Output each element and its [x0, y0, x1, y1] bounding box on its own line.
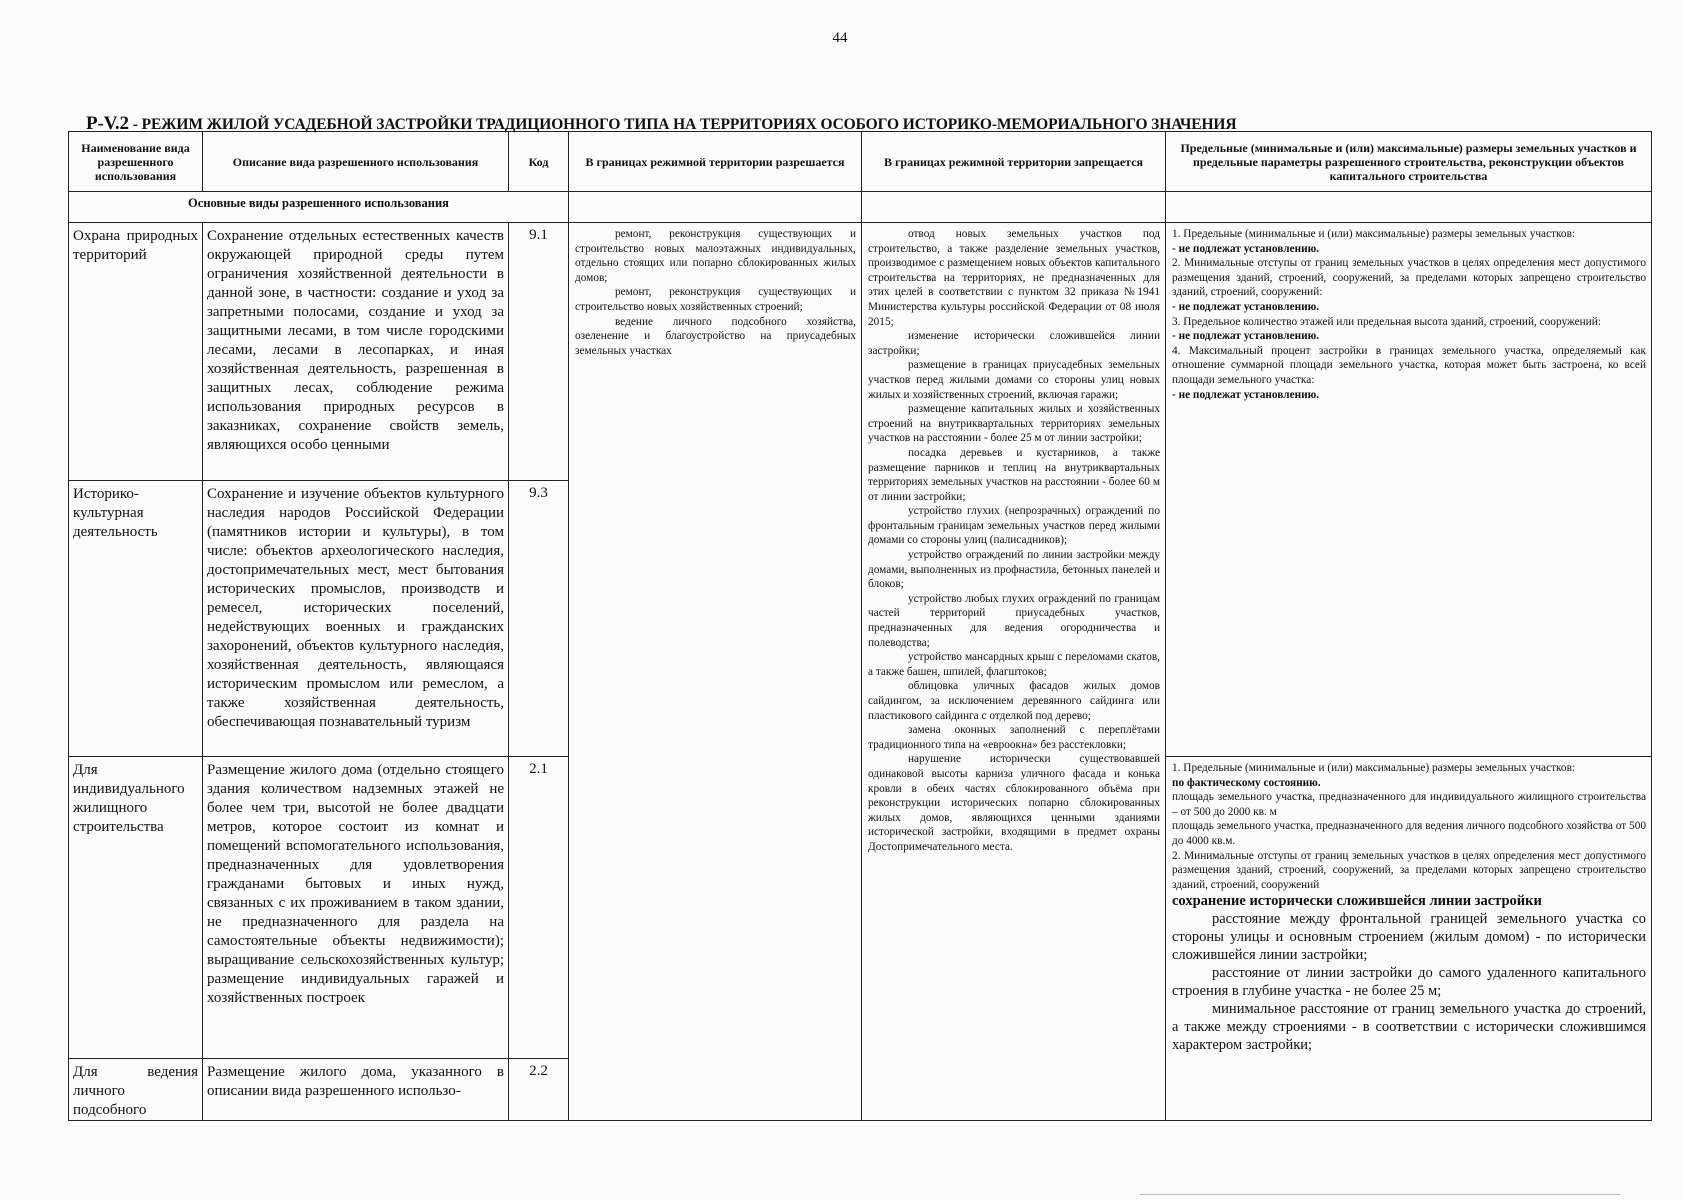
row-code: 9.3 [509, 481, 569, 757]
allowed-item: ремонт, реконструкция существующих и строительство новых хозяйственных строений; [575, 286, 856, 313]
limits-item: площадь земельного участка, предназначенного для ведения личного подсобного хозяйства от 500 до 4000 кв.м. [1172, 820, 1646, 847]
forbidden-item: устройство глухих (непрозрачных) ограждений по фронтальным границам земельных участков перед жилыми домами со стороны улиц (палисадников); [868, 505, 1160, 547]
limits-item: расстояние между фронтальной границей земельного участка со стороны улицы и основным строением (жилым домом) - по исторически сложившейся линии застройки; [1172, 911, 1646, 964]
limits-item: 1. Предельные (минимальные и (или) максимальные) размеры земельных участков: [1172, 228, 1576, 240]
limits-item: - не подлежат установлению. [1172, 300, 1320, 313]
header-name: Наименование вида разрешенного использования [69, 132, 203, 192]
header-limits: Предельные (минимальные и (или) максимальные) размеры земельных участков и предельные параметры разрешенного строительства, реконструкции объектов капитального строительства [1166, 132, 1652, 192]
forbidden-item: размещение капитальных жилых и хозяйственных строений на внутриквартальных территориях земельных участков на расстоянии - более 25 м от линии застройки; [868, 403, 1160, 445]
regulations-table [68, 131, 1652, 1121]
limits-upper-cell [1166, 223, 1652, 757]
row-name: Для индивидуального жилищного строительства [69, 757, 203, 1059]
limits-item: - не подлежат установлению. [1172, 242, 1320, 255]
limits-item: 2. Минимальные отступы от границ земельных участков в целях определения мест допустимого размещения зданий, строений, сооружений, за пределами которых запрещено строительство зданий, строений, сооружений [1172, 849, 1646, 891]
forbidden-item: устройство любых глухих ограждений по границам частей территорий приусадебных участков, предназначенных для ведения огородничества и полеводства; [868, 592, 1160, 649]
limits-item: - не подлежат установлению. [1172, 330, 1320, 343]
row-code: 9.1 [509, 223, 569, 481]
forbidden-item: замена оконных заполнений с переплётами традиционного типа на «евроокна» без расстекловки; [868, 724, 1160, 751]
row-name: Охрана природных территорий [69, 223, 203, 481]
limits-item: 4. Максимальный процент застройки в границах земельного участка, определяемый как отношение суммарной площади земельного участка, которая может быть застроена, ко всей площади земельного участка: [1172, 344, 1646, 386]
section-label: Основные виды разрешенного использования [69, 192, 569, 223]
header-description: Описание вида разрешенного использования [203, 132, 509, 192]
title-code: Р-V.2 [86, 113, 129, 134]
section-empty-allowed [569, 192, 862, 223]
header-code: Код [509, 132, 569, 192]
section-row [69, 192, 1652, 223]
row-name: Историко-культурная деятельность [69, 481, 203, 757]
header-forbidden: В границах режимной территории запрещается [862, 132, 1166, 192]
page-number: 44 [832, 30, 848, 46]
forbidden-item: устройство ограждений по линии застройки между домами, выполненных из профнастила, бетонных панелей и блоков; [868, 549, 1160, 591]
header-row [69, 132, 1652, 192]
allowed-cell [569, 223, 862, 1121]
row-description: Сохранение отдельных естественных качеств окружающей природной среды путем ограничения хозяйственной деятельности в данной зоне, в частности: создание и уход за запретными полосами, создание и уход за защитными лесами, в том числе городскими лесами, лесами в лесопарках, и иная хозяйственная деятельность, разрешенная в защитных лесах, соблюдение режима использования природных ресурсов в заказниках, сохранение свойств земель, являющихся особо ценными [203, 223, 509, 481]
row-description: Сохранение и изучение объектов культурного наследия народов Российской Федерации (памятников истории и культуры), в том числе: объектов археологического наследия, достопримечательных мест, мест бытования исторических промыслов, производств и ремесел, исторических поселений, недействующих военных и гражданских захоронений, объектов культурного наследия, хозяйственная деятельность, являющаяся историческим промыслом или ремеслом, а также хозяйственная деятельность, обеспечивающая познавательный туризм [203, 481, 509, 757]
limits-item: минимальное расстояние от границ земельного участка до строений, а также между строениями - в соответствии с исторически сложившимся характером застройки; [1172, 1001, 1646, 1054]
forbidden-item: размещение в границах приусадебных земельных участков перед жилыми домами со стороны улиц новых жилых и хозяйственных строений, включая гаражи; [868, 359, 1160, 401]
forbidden-item: отвод новых земельных участков под строительство, а также разделение земельных участков, производимое с размещением новых объектов капитального строительства на территориях, не предназначенных для этих целей в соответствии с пунктом 32 приказа №1941 Министерства культуры российской Федерации от 08 июля 2015; [868, 228, 1160, 328]
forbidden-item: нарушение исторически существовавшей одинаковой высоты карниза уличного фасада и конька кровли в обеих частях сблокированного объёма при реконструкции исторических попарно сблокированных жилых домов, являющихся ценными зданиями исторической застройки, входящими в предмет охраны Достопримечательного места. [868, 753, 1160, 853]
limits-item: по фактическому состоянию. [1172, 776, 1321, 789]
section-empty-limits [1166, 192, 1652, 223]
forbidden-item: изменение исторически сложившейся линии застройки; [868, 330, 1160, 357]
allowed-item: ведение личного подсобного хозяйства, озеленение и благоустройство на приусадебных земельных участках [575, 315, 856, 357]
title-text: - РЕЖИМ ЖИЛОЙ УСАДЕБНОЙ ЗАСТРОЙКИ ТРАДИЦИОННОГО ТИПА НА ТЕРРИТОРИЯХ ОСОБОГО ИСТОРИКО-МЕМОРИАЛЬНОГО ЗНАЧЕНИЯ [128, 116, 1237, 133]
forbidden-item: облицовка уличных фасадов жилых домов сайдингом, за исключением деревянного сайдинга или пластикового сайдинга с отделкой под дерево; [868, 680, 1160, 722]
limits-item: - не подлежат установлению. [1172, 388, 1320, 401]
forbidden-item: посадка деревьев и кустарников, а также размещение парников и теплиц на внутриквартальных территориях земельных участков на расстоянии - более 60 м от линии застройки; [868, 446, 1160, 503]
header-allowed: В границах режимной территории разрешается [569, 132, 862, 192]
limits-lower-cell [1166, 757, 1652, 1121]
limits-item: расстояние от линии застройки до самого удаленного капитального строения в глубине участка - не более 25 м; [1172, 965, 1646, 1000]
row-description: Размещение жилого дома, указанного в описании вида разрешенного использо- [203, 1059, 509, 1121]
limits-item: 3. Предельное количество этажей или предельная высота зданий, строений, сооружений: [1172, 315, 1601, 328]
limits-item: 1. Предельные (минимальные и (или) максимальные) размеры земельных участков: [1172, 762, 1576, 774]
section-empty-forbidden [862, 192, 1166, 223]
row-code: 2.2 [509, 1059, 569, 1121]
table-row [69, 223, 1652, 481]
limits-item: сохранение исторически сложившейся линии застройки [1172, 893, 1542, 910]
allowed-item: ремонт, реконструкция существующих и строительство новых малоэтажных индивидуальных, отдельно стоящих или попарно сблокированных жилых домов; [575, 228, 856, 284]
footer-rule [1140, 1194, 1620, 1195]
row-name: Для ведения личного подсобного [69, 1059, 203, 1121]
forbidden-item: устройство мансардных крыш с переломами скатов, а также башен, шпилей, флагштоков; [868, 651, 1160, 678]
row-description: Размещение жилого дома (отдельно стоящего здания количеством надземных этажей не более чем три, высотой не более двадцати метров, которое состоит из комнат и помещений вспомогательного использования, предназначенных для удовлетворения гражданами бытовых и иных нужд, связанных с их проживанием в таком здании, не предназначенного для раздела на самостоятельные объекты недвижимости); выращивание сельскохозяйственных культур; размещение индивидуальных гаражей и хозяйственных построек [203, 757, 509, 1059]
forbidden-cell [862, 223, 1166, 1121]
row-code: 2.1 [509, 757, 569, 1059]
limits-item: площадь земельного участка, предназначенного для индивидуального жилищного строительства – от 500 до 2000 кв. м [1172, 791, 1646, 818]
limits-item: 2. Минимальные отступы от границ земельных участков в целях определения мест допустимого размещения зданий, строений, сооружений, за пределами которых запрещено строительство зданий, строений, сооружений: [1172, 257, 1646, 299]
